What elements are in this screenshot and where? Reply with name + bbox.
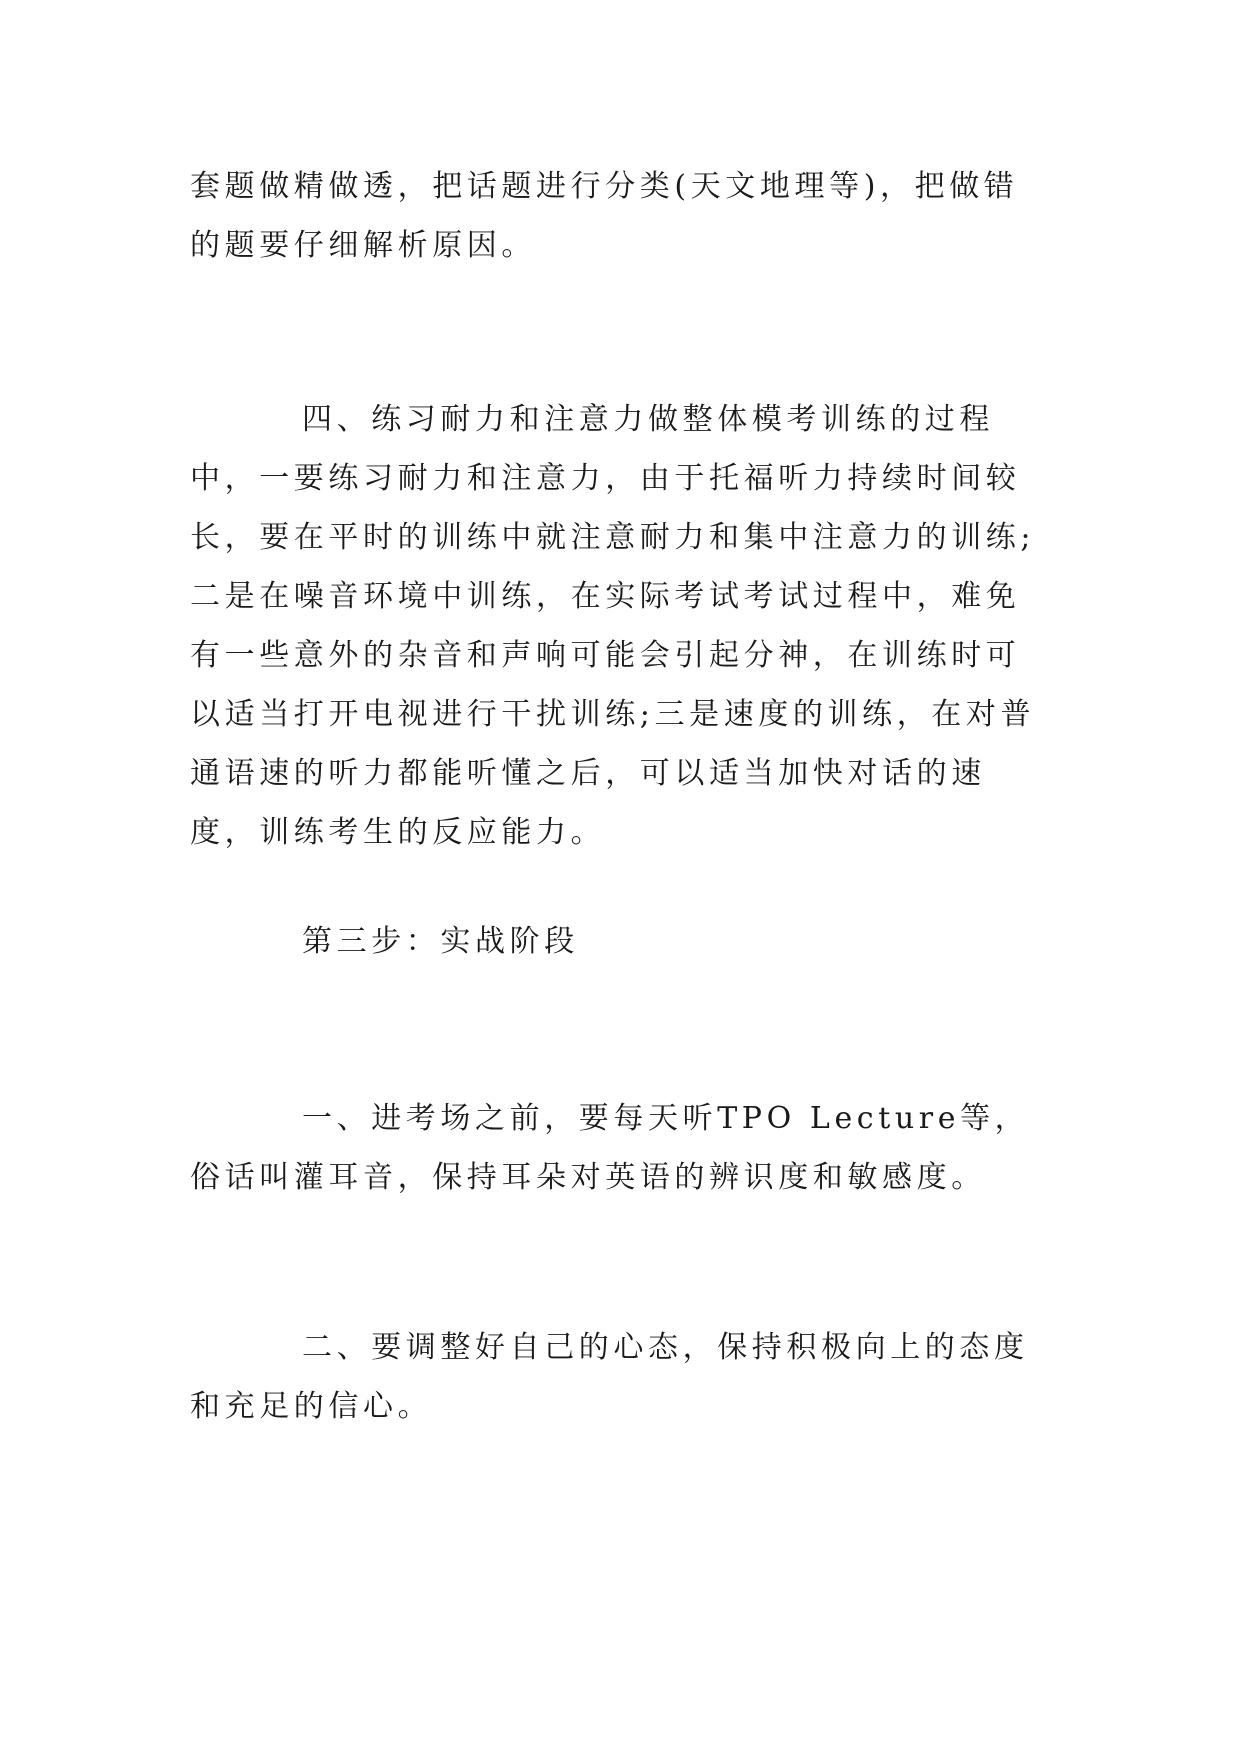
section-heading-step-three: 第三步：实战阶段 bbox=[302, 924, 579, 959]
paragraph-continuation: 套题做精做透，把话题进行分类(天文地理等)，把做错的题要仔细解析原因。 bbox=[190, 169, 1019, 263]
paragraph-endurance-training: 四、练习耐力和注意力做整体模考训练的过程中，一要练习耐力和注意力，由于托福听力持续时间较长，要在平时的训练中就注意耐力和集中注意力的训练;二是在噪音环境中训练，在实际考试考试过程中，难免有一些意外的杂音和声响可能会引起分神，在训练时可以适当打开电视进行干扰训练;三是速度的训练，在对普通语速的听力都能听懂之后，可以适当加快对话的速度，训练考生的反应能力。 bbox=[190, 402, 1036, 850]
paragraph-mindset: 二、要调整好自己的心态，保持积极向上的态度和充足的信心。 bbox=[190, 1330, 1029, 1424]
paragraph-before-exam: 一、进考场之前，要每天听TPO Lecture等，俗话叫灌耳音，保持耳朵对英语的辨识度和敏感度。 bbox=[190, 1101, 1030, 1195]
